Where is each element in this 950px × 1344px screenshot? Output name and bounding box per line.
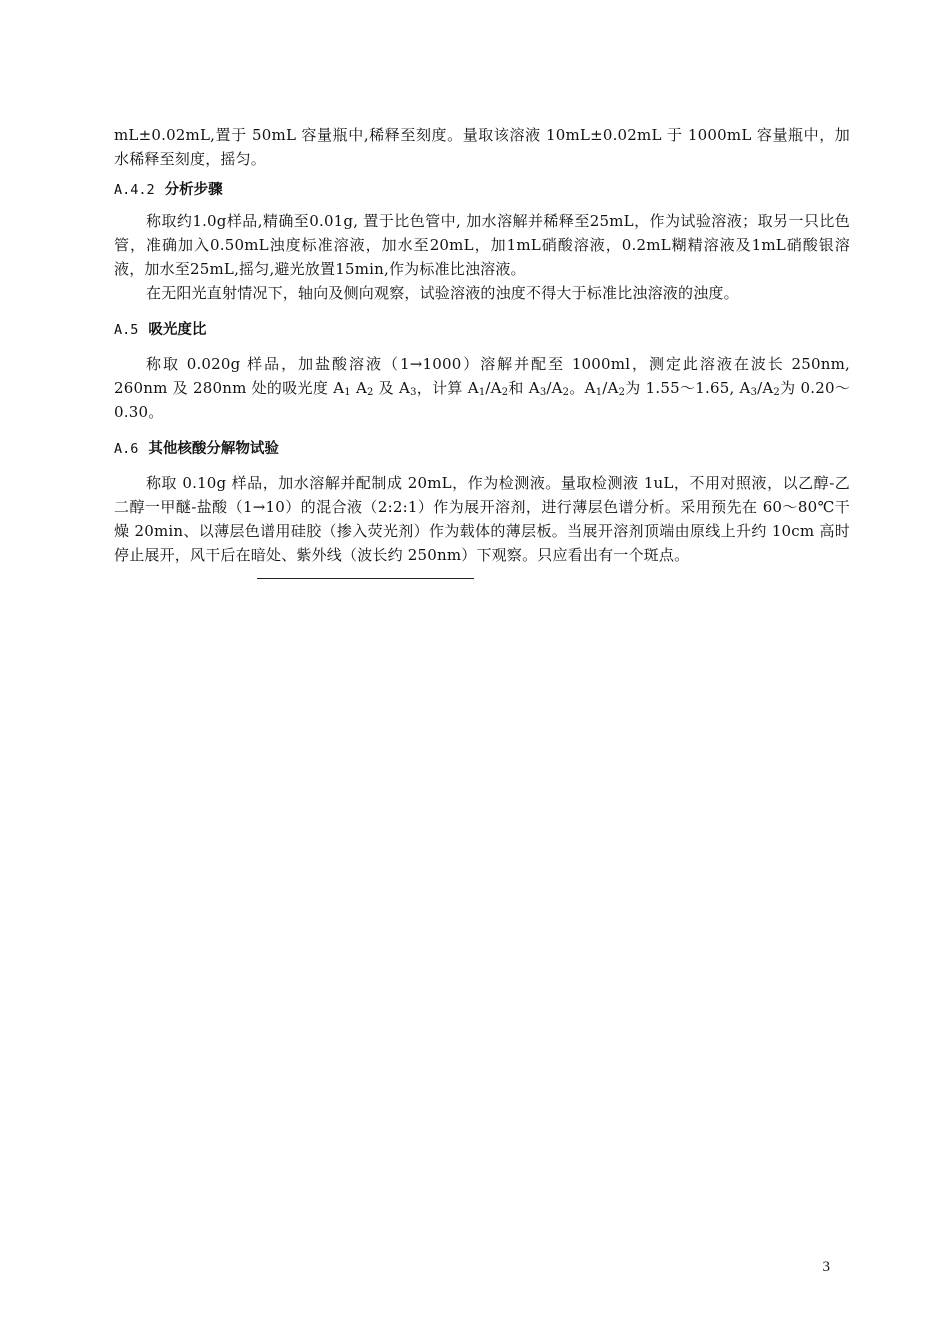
section-number: A.4.2 [114, 182, 155, 198]
continuation-paragraph: mL±0.02mL,置于 50mL 容量瓶中,稀释至刻度。量取该溶液 10mL±0.02mL 于 1000mL 容量瓶中，加水稀释至刻度，摇匀。 [114, 126, 850, 168]
section-title: 分析步骤 [164, 182, 223, 198]
paragraph-absorbance-ratio: 称取 0.020g 样品，加盐酸溶液（1→1000）溶解并配至 1000ml，测定此溶液在波长 250nm, 260nm 及 280nm 处的吸光度 $A_1$ $A_2$ 及 $A_3$，计算 $A_1/A_2$和 $A_3/A_2$。$A_1/A_2$为 1.55～1.65, $A_3/A_2$为 0.20～0.30。 [114, 355, 851, 421]
section-heading-a6 [114, 437, 850, 461]
section-number: A.5 [114, 322, 139, 338]
section-heading-a42 [114, 178, 850, 202]
section-title: 吸光度比 [148, 322, 207, 338]
section-number: A.6 [114, 441, 139, 457]
section-title: 其他核酸分解物试验 [148, 441, 279, 457]
paragraph-analysis-steps: 称取约1.0g样品,精确至0.01g, 置于比色管中, 加水溶解并稀释至25mL，作为试验溶液；取另一只比色管，准确加入0.50mL浊度标准溶液，加水至20mL，加1mL硝酸溶液，0.2mL糊精溶液及1mL硝酸银溶液，加水至25mL,摇匀,避光放置15min,作为标准比浊溶液。 [114, 212, 850, 278]
paragraph-observation: 在无阳光直射情况下，轴向及侧向观察，试验溶液的浊度不得大于标准比浊溶液的浊度。 [146, 284, 739, 302]
section-heading-a5 [114, 318, 850, 342]
page-number: 3 [822, 1259, 830, 1275]
end-of-document-rule [257, 578, 474, 579]
paragraph-nucleic-acid-test: 称取 0.10g 样品，加水溶解并配制成 20mL，作为检测液。量取检测液 1uL，不用对照液，以乙醇-乙二醇一甲醚-盐酸（1→10）的混合液（2:2:1）作为展开溶剂，进行薄层色谱分析。采用预先在 60～80℃干燥 20min、以薄层色谱用硅胶（掺入荧光剂）作为载体的薄层板。当展开溶剂顶端由原线上升约 10cm 高时停止展开，风干后在暗处、紫外线（波长约 250nm）下观察。只应看出有一个斑点。 [114, 474, 850, 564]
document-body [114, 123, 850, 567]
